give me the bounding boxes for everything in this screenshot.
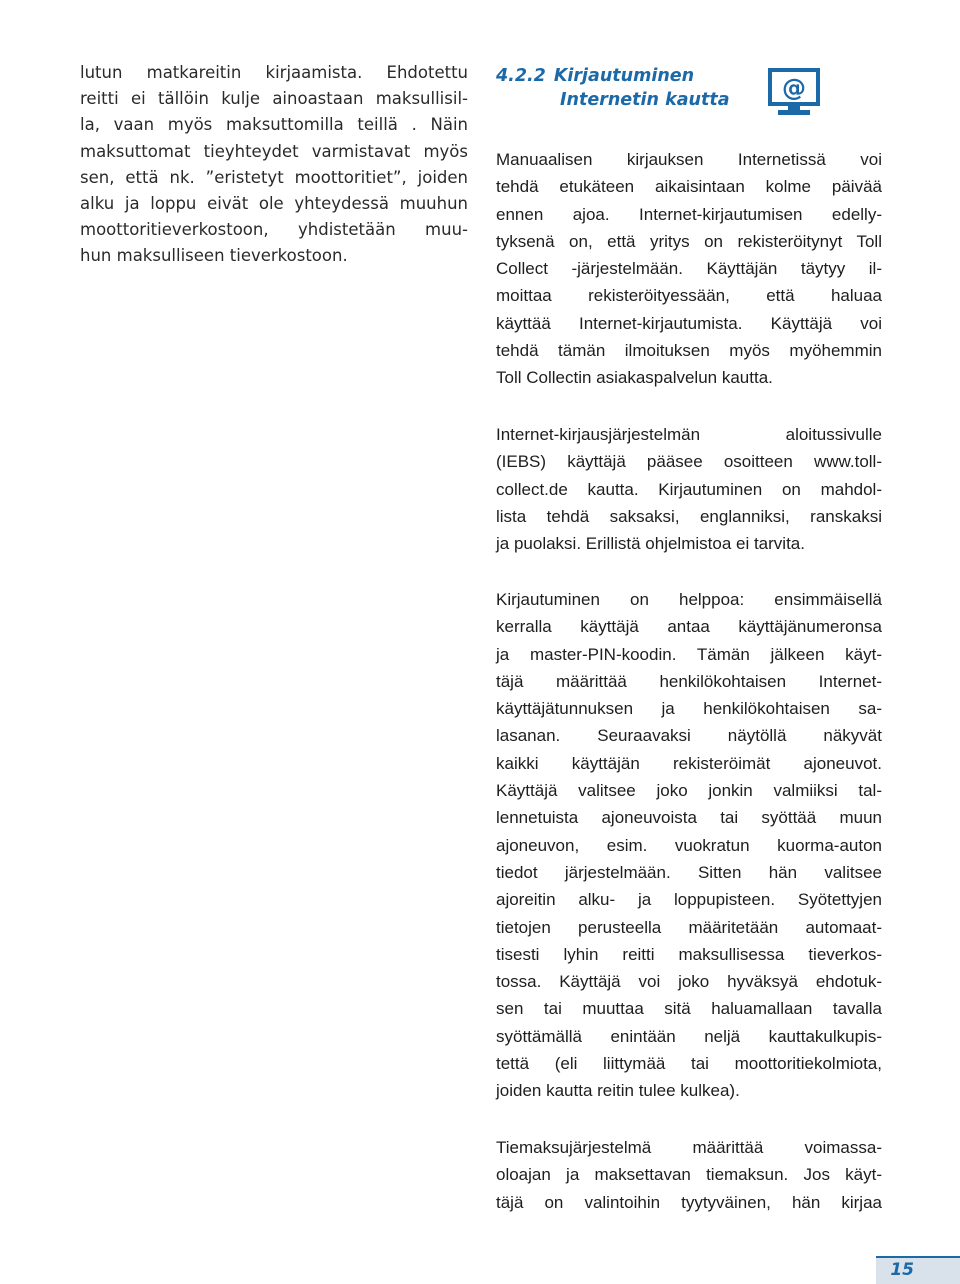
text-line: ajoreitin alku- ja loppupisteen. Syötettyjen: [496, 890, 882, 910]
section-title-line1: Kirjautuminen: [553, 66, 695, 86]
at-sign-monitor-icon: [766, 66, 822, 116]
text-line: Internet-kirjausjärjestelmän aloitussivulle: [496, 425, 882, 444]
text-line: käyttää Internet-kirjautumista. Käyttäjä voi: [496, 313, 882, 333]
text-line: tietojen perusteella määritetään automaat-: [496, 917, 882, 937]
text-line: (IEBS) käyttäjä pääsee osoitteen www.toll-: [496, 452, 882, 472]
text-line: moottoritieverkostoon, yhdistetään muu-: [80, 220, 468, 240]
section-number: 4.2.2: [496, 66, 546, 86]
text-line: kaikki käyttäjän rekisteröimät ajoneuvot.: [496, 753, 882, 773]
text-line: syöttämällä enintään neljä kauttakulkupis-: [496, 1026, 882, 1046]
text-line: Tiemaksujärjestelmä määrittää voimassa-: [496, 1138, 882, 1157]
text-line: Kirjautuminen on helppoa: ensimmäisellä: [496, 590, 882, 609]
paragraph: [496, 146, 882, 392]
text-line: ja puolaksi. Erillistä ohjelmistoa ei tarvita.: [496, 534, 805, 554]
text-line: la, vaan myös maksuttomilla teillä . Näin: [80, 115, 468, 135]
text-line: tehdä etukäteen aikaisintaan kolme päivää: [496, 177, 882, 197]
text-line: lennetuista ajoneuvoista tai syöttää muun: [496, 808, 882, 828]
text-line: lasanan. Seuraavaksi näytöllä näkyvät: [496, 726, 882, 746]
paragraph: [496, 421, 882, 557]
paragraph: [496, 1134, 882, 1216]
text-line: kerralla käyttäjä antaa käyttäjänumeronsa: [496, 617, 882, 637]
text-line: täjä määrittää henkilökohtaisen Internet-: [496, 671, 882, 691]
section-heading: [496, 64, 756, 112]
text-line: tiedot järjestelmään. Sitten hän valitsee: [496, 862, 882, 882]
paragraph: [496, 586, 882, 1105]
text-line: maksuttomat tieyhteydet varmistavat myös: [80, 141, 468, 161]
text-line: ennen ajoa. Internet-kirjautumisen edelly-: [496, 204, 882, 224]
page-number-tab: [876, 1256, 960, 1284]
left-column-text: [80, 60, 468, 270]
at-glyph: @: [782, 74, 806, 102]
text-line: reitti ei tällöin kulje ainoastaan maksullisil-: [80, 89, 468, 109]
text-line: collect.de kautta. Kirjautuminen on mahdol-: [496, 479, 882, 499]
text-line: Käyttäjä valitsee joko jonkin valmiiksi tal-: [496, 781, 882, 801]
text-line: tossa. Käyttäjä voi joko hyväksyä ehdotuk-: [496, 972, 882, 992]
text-line: täjä on valintoihin tyytyväinen, hän kirjaa: [496, 1192, 882, 1212]
text-line: lista tehdä saksaksi, englanniksi, ranskaksi: [496, 506, 882, 526]
text-line: tisesti lyhin reitti maksullisessa tieverkos-: [496, 944, 882, 964]
text-line: ajoneuvon, esim. vuokratun kuorma-auton: [496, 835, 882, 855]
text-line: käyttäjätunnuksen ja henkilökohtaisen sa-: [496, 699, 882, 719]
text-line: lutun matkareitin kirjaamista. Ehdotettu: [80, 63, 468, 82]
text-line: sen, että nk. ”eristetyt moottoritiet”, joiden: [80, 167, 468, 187]
text-line: tyksenä on, että yritys on rekisteröitynyt Toll: [496, 231, 882, 251]
text-line: ja master-PIN-koodin. Tämän jälkeen käyt-: [496, 644, 882, 664]
text-line: Toll Collectin asiakaspalvelun kautta.: [496, 368, 773, 388]
text-line: sen tai muuttaa sitä haluamallaan tavalla: [496, 999, 882, 1019]
text-line: tehdä tämän ilmoituksen myös myöhemmin: [496, 341, 882, 361]
text-line: alku ja loppu eivät ole yhteydessä muuhun: [80, 194, 468, 214]
section-title-line2: Internetin kautta: [560, 90, 730, 110]
page-number: 15: [890, 1260, 914, 1280]
text-line: Manuaalisen kirjauksen Internetissä voi: [496, 150, 882, 169]
text-line: tettä (eli liittymää tai moottoritiekolmiota,: [496, 1054, 882, 1074]
text-line: hun maksulliseen tieverkostoon.: [80, 246, 348, 266]
text-line: oloajan ja maksettavan tiemaksun. Jos käyt-: [496, 1165, 882, 1185]
text-line: joiden kautta reitin tulee kulkea).: [496, 1081, 740, 1101]
text-line: moittaa rekisteröityessään, että haluaa: [496, 286, 882, 306]
text-line: Collect -järjestelmään. Käyttäjän täytyy il-: [496, 259, 882, 279]
